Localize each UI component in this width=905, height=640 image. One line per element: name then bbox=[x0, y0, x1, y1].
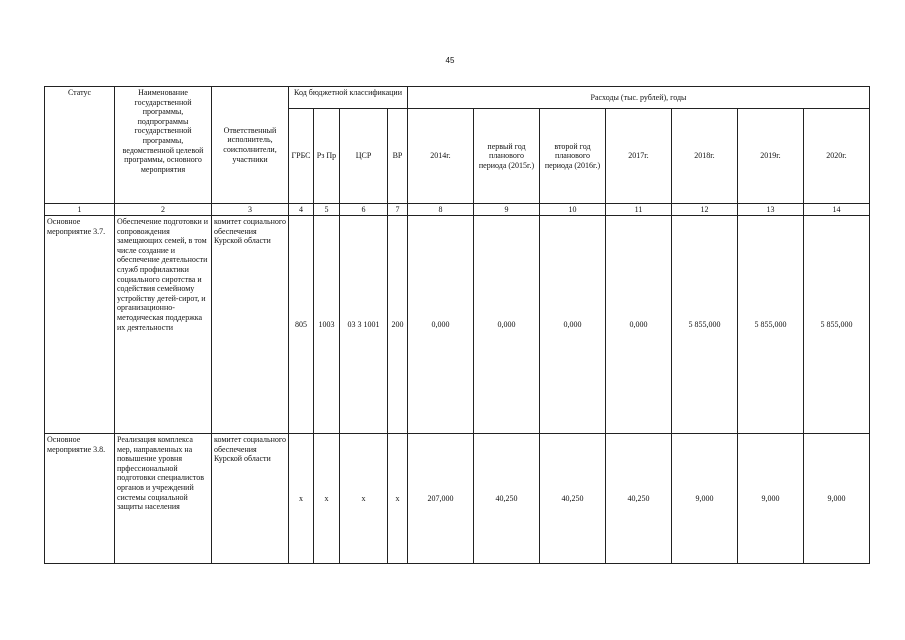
row-2019: 9,000 bbox=[738, 434, 804, 564]
row-vr: х bbox=[388, 434, 408, 564]
column-number: 6 bbox=[340, 204, 388, 216]
header-2019: 2019г. bbox=[738, 109, 804, 204]
column-number: 12 bbox=[672, 204, 738, 216]
row-rzpr: х bbox=[314, 434, 340, 564]
budget-table bbox=[44, 86, 870, 564]
column-number-row bbox=[45, 204, 870, 216]
column-number: 3 bbox=[212, 204, 289, 216]
row-status: Основное мероприятие 3.7. bbox=[45, 216, 115, 434]
header-grbs: ГРБС bbox=[289, 109, 314, 204]
row-2017: 0,000 bbox=[606, 216, 672, 434]
row-2020: 9,000 bbox=[804, 434, 870, 564]
header-2018: 2018г. bbox=[672, 109, 738, 204]
row-responsible: комитет социального обеспечения Курской области bbox=[212, 434, 289, 564]
column-number: 14 bbox=[804, 204, 870, 216]
header-budget-code: Код бюджетной классификации bbox=[289, 87, 408, 109]
row-2018: 9,000 bbox=[672, 434, 738, 564]
row-status: Основное мероприятие 3.8. bbox=[45, 434, 115, 564]
column-number: 8 bbox=[408, 204, 474, 216]
row-2014: 0,000 bbox=[408, 216, 474, 434]
column-number: 2 bbox=[115, 204, 212, 216]
row-2016: 0,000 bbox=[540, 216, 606, 434]
column-number: 13 bbox=[738, 204, 804, 216]
row-vr: 200 bbox=[388, 216, 408, 434]
header-responsible: Ответственный исполнитель, соисполнители, участники bbox=[212, 87, 289, 204]
row-2016: 40,250 bbox=[540, 434, 606, 564]
header-2017: 2017г. bbox=[606, 109, 672, 204]
column-number: 9 bbox=[474, 204, 540, 216]
column-number: 10 bbox=[540, 204, 606, 216]
header-2016: второй год планового периода (2016г.) bbox=[540, 109, 606, 204]
row-rzpr: 1003 bbox=[314, 216, 340, 434]
row-2014: 207,000 bbox=[408, 434, 474, 564]
row-2015: 0,000 bbox=[474, 216, 540, 434]
table-row bbox=[45, 216, 870, 434]
row-2018: 5 855,000 bbox=[672, 216, 738, 434]
row-2015: 40,250 bbox=[474, 434, 540, 564]
row-grbs: х bbox=[289, 434, 314, 564]
header-status: Статус bbox=[45, 87, 115, 204]
header-name: Наименование государственной программы, подпрограммы государственной программы, ведомственной целевой программы, основного мероприятия bbox=[115, 87, 212, 204]
row-2017: 40,250 bbox=[606, 434, 672, 564]
row-csr: 03 3 1001 bbox=[340, 216, 388, 434]
header-expenses: Расходы (тыс. рублей), годы bbox=[408, 87, 870, 109]
table-row bbox=[45, 434, 870, 564]
row-csr: х bbox=[340, 434, 388, 564]
column-number: 4 bbox=[289, 204, 314, 216]
row-name: Реализация комплекса мер, направленных на повышение уровня прфессиональной подготовки специалистов органов и учреждений системы социальной защиты населения bbox=[115, 434, 212, 564]
column-number: 7 bbox=[388, 204, 408, 216]
header-csr: ЦСР bbox=[340, 109, 388, 204]
header-2020: 2020г. bbox=[804, 109, 870, 204]
row-responsible: комитет социального обеспечения Курской области bbox=[212, 216, 289, 434]
header-rzpr: Рз Пр bbox=[314, 109, 340, 204]
row-grbs: 805 bbox=[289, 216, 314, 434]
header-vr: ВР bbox=[388, 109, 408, 204]
column-number: 5 bbox=[314, 204, 340, 216]
page-number: 45 bbox=[445, 56, 455, 65]
header-2015: первый год планового периода (2015г.) bbox=[474, 109, 540, 204]
column-number: 11 bbox=[606, 204, 672, 216]
row-2019: 5 855,000 bbox=[738, 216, 804, 434]
row-2020: 5 855,000 bbox=[804, 216, 870, 434]
column-number: 1 bbox=[45, 204, 115, 216]
row-name: Обеспечение подготовки и сопровождения замещающих семей, в том числе создание и обеспечение деятельности служб профилактики социального сиротства и содействия семейному устройству детей-сирот, и организационно-методическая поддержка их деятельности bbox=[115, 216, 212, 434]
header-2014: 2014г. bbox=[408, 109, 474, 204]
